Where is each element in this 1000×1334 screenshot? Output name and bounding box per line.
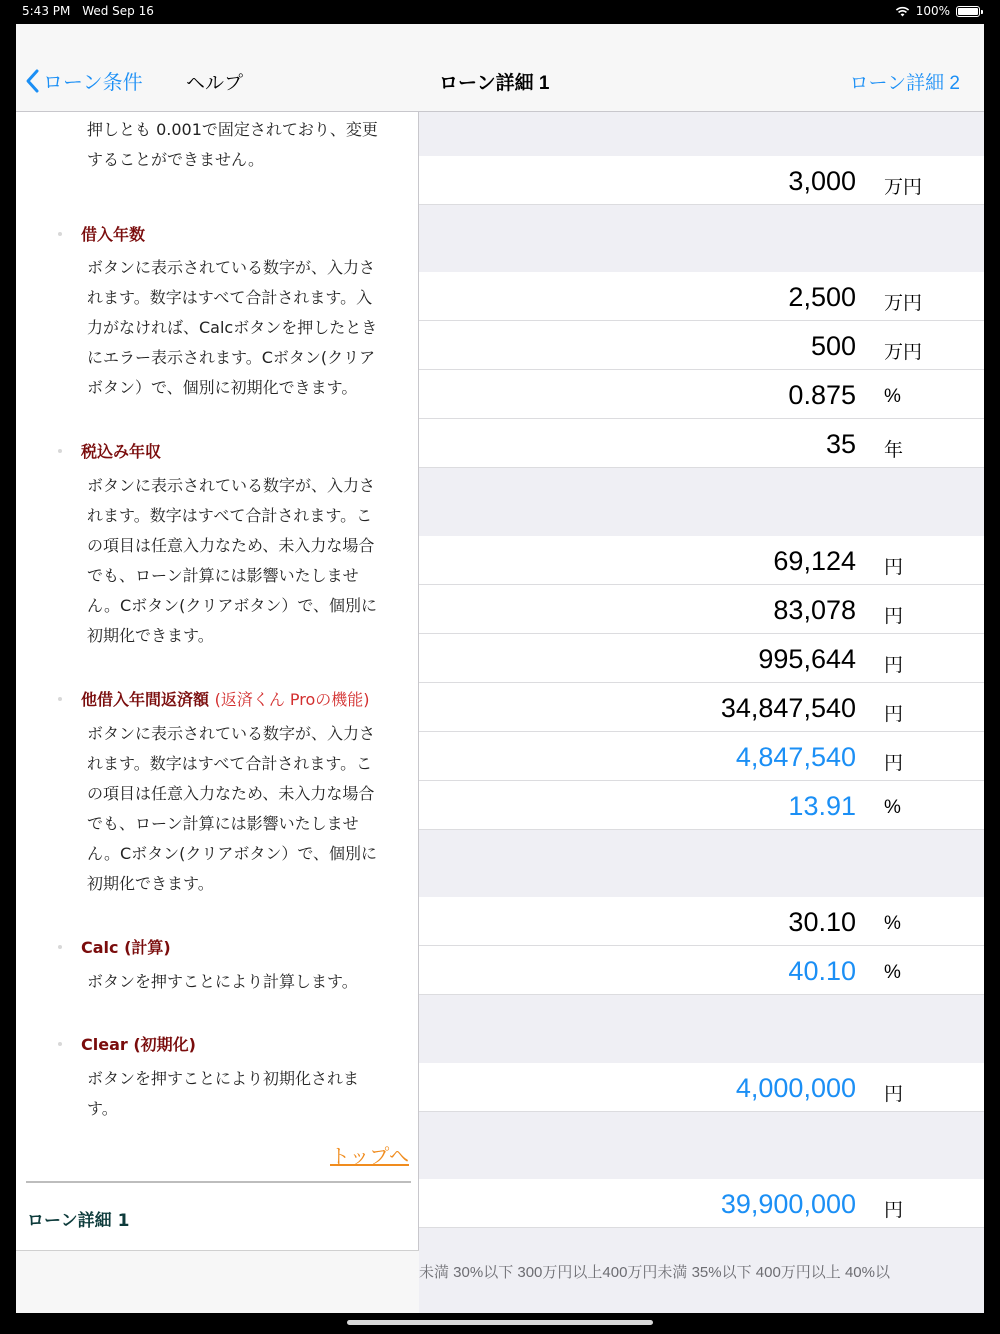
battery-percent: 100% xyxy=(915,4,950,18)
heading-other-repayment-label: 他借入年間返済額 xyxy=(81,690,210,709)
row-value: 13.91 xyxy=(788,791,856,821)
help-text-line: ボタン）で、個別に初期化できます。 xyxy=(87,378,358,397)
help-paragraph xyxy=(87,253,407,403)
detail-row[interactable] xyxy=(419,585,984,634)
row-value: 30.10 xyxy=(788,907,856,937)
detail-row[interactable] xyxy=(419,536,984,585)
help-nav-bar xyxy=(16,24,419,112)
detail-title: ローン詳細 1 xyxy=(439,73,550,94)
row-unit: 円 xyxy=(884,704,904,725)
help-text-line: にエラー表示されます。Cボタン(クリア xyxy=(87,348,376,367)
detail-row[interactable] xyxy=(419,897,984,946)
detail-row[interactable] xyxy=(419,272,984,321)
help-paragraph xyxy=(87,471,407,651)
help-text-line: ボタンに表示されている数字が、入力さ xyxy=(87,258,376,277)
heading-annual-income: 税込み年収 xyxy=(81,442,162,461)
detail-row[interactable] xyxy=(419,732,984,781)
status-time: 5:43 PM xyxy=(22,4,71,18)
detail-row[interactable] xyxy=(419,946,984,995)
help-paragraph xyxy=(87,719,407,899)
bullet xyxy=(58,1042,62,1046)
row-value: 34,847,540 xyxy=(720,693,856,723)
status-date: Wed Sep 16 xyxy=(82,4,154,18)
row-unit: % xyxy=(884,913,901,934)
row-value: 69,124 xyxy=(773,546,856,576)
bullet xyxy=(58,697,62,701)
loan-detail-2-button[interactable]: ローン詳細 2 xyxy=(849,73,960,94)
help-text-line: の項目は任意入力なため、未入力な場合 xyxy=(87,784,375,803)
help-text-line: 押しとも 0.001で固定されており、変更 xyxy=(87,120,378,139)
back-button-label: ローン条件 xyxy=(43,72,143,94)
row-unit: 円 xyxy=(884,1200,904,1221)
bullet xyxy=(58,449,62,453)
detail-row[interactable] xyxy=(419,781,984,830)
detail-row[interactable] xyxy=(419,156,984,205)
row-value: 83,078 xyxy=(773,595,856,625)
row-value: 3,000 xyxy=(788,166,856,196)
heading-clear: Clear (初期化) xyxy=(81,1035,196,1054)
help-pane xyxy=(16,24,419,1313)
row-unit: 円 xyxy=(884,753,904,774)
help-text-line: ん。Cボタン(クリアボタン）で、個別に xyxy=(87,596,378,615)
row-unit: % xyxy=(884,797,901,818)
detail-row[interactable] xyxy=(419,419,984,468)
help-text-line: 初期化できます。 xyxy=(87,874,214,893)
home-indicator[interactable] xyxy=(347,1320,653,1325)
row-value: 995,644 xyxy=(758,644,856,674)
row-value: 4,847,540 xyxy=(735,742,856,772)
app-window xyxy=(16,24,984,1313)
pro-feature-note: (返済くん Proの機能) xyxy=(214,690,370,709)
status-bar xyxy=(0,0,1000,22)
row-unit: 円 xyxy=(884,557,904,578)
row-value: 39,900,000 xyxy=(720,1189,856,1219)
help-text-line: ん。Cボタン(クリアボタン）で、個別に xyxy=(87,844,378,863)
detail-row[interactable] xyxy=(419,1063,984,1112)
back-button[interactable] xyxy=(26,66,143,95)
help-text-line: ボタンに表示されている数字が、入力さ xyxy=(87,724,376,743)
help-text-line: 初期化できます。 xyxy=(87,626,214,645)
row-unit: % xyxy=(884,386,901,407)
help-text-line: れます。数字はすべて合計されます。こ xyxy=(87,754,373,773)
detail-row[interactable] xyxy=(419,683,984,732)
detail-row[interactable] xyxy=(419,1179,984,1228)
help-paragraph xyxy=(87,115,407,175)
row-unit: 円 xyxy=(884,655,904,676)
row-unit: % xyxy=(884,962,901,983)
row-value: 500 xyxy=(810,331,856,361)
bullet xyxy=(58,945,62,949)
help-text-line: す。 xyxy=(87,1099,118,1118)
row-unit: 万円 xyxy=(884,342,923,363)
help-paragraph xyxy=(87,1064,407,1124)
detail-pane xyxy=(419,24,984,1313)
detail-footer xyxy=(419,1250,984,1313)
help-text-line: ボタンを押すことにより初期化されま xyxy=(87,1069,360,1088)
row-value: 40.10 xyxy=(788,956,856,986)
help-text-line: でも、ローン計算には影響いたしませ xyxy=(87,566,359,585)
help-bottom-bar xyxy=(16,1250,419,1313)
footer-note: 未満 30%以下 300万円以上400万円未満 35%以下 400万円以上 40%以 xyxy=(419,1264,890,1281)
help-text-line: ボタンを押すことにより計算します。 xyxy=(87,972,358,991)
section-divider xyxy=(26,1181,411,1183)
row-unit: 年 xyxy=(884,440,904,461)
row-value: 4,000,000 xyxy=(735,1073,856,1103)
detail-row[interactable] xyxy=(419,634,984,683)
heading-calc: Calc (計算) xyxy=(81,938,171,957)
help-content[interactable] xyxy=(16,112,419,1250)
chevron-left-icon xyxy=(26,69,39,93)
section-title-loan-detail-1: ローン詳細 1 xyxy=(27,1211,130,1231)
row-unit: 円 xyxy=(884,606,904,627)
back-to-top-link[interactable]: トップへ xyxy=(330,1144,409,1168)
help-paragraph xyxy=(87,967,407,997)
battery-icon xyxy=(956,6,980,17)
detail-nav-bar xyxy=(419,24,984,112)
row-value: 0.875 xyxy=(788,380,856,410)
help-text-line: でも、ローン計算には影響いたしませ xyxy=(87,814,359,833)
help-text-line: れます。数字はすべて合計されます。こ xyxy=(87,506,373,525)
detail-row[interactable] xyxy=(419,370,984,419)
row-unit: 万円 xyxy=(884,293,923,314)
heading-loan-years: 借入年数 xyxy=(81,225,146,244)
row-value: 35 xyxy=(825,429,856,459)
row-unit: 円 xyxy=(884,1084,904,1105)
help-text-line: の項目は任意入力なため、未入力な場合 xyxy=(87,536,375,555)
help-text-line: 力がなければ、Calcボタンを押したとき xyxy=(87,318,378,337)
bullet xyxy=(58,232,62,236)
row-unit: 万円 xyxy=(884,177,923,198)
help-title: ヘルプ xyxy=(186,73,244,94)
help-text-line: ボタンに表示されている数字が、入力さ xyxy=(87,476,376,495)
heading-other-repayment xyxy=(81,687,370,710)
help-text-line: することができません。 xyxy=(87,150,264,169)
wifi-icon xyxy=(895,6,910,17)
help-text-line: れます。数字はすべて合計されます。入 xyxy=(87,288,373,307)
detail-row[interactable] xyxy=(419,321,984,370)
row-value: 2,500 xyxy=(788,282,856,312)
